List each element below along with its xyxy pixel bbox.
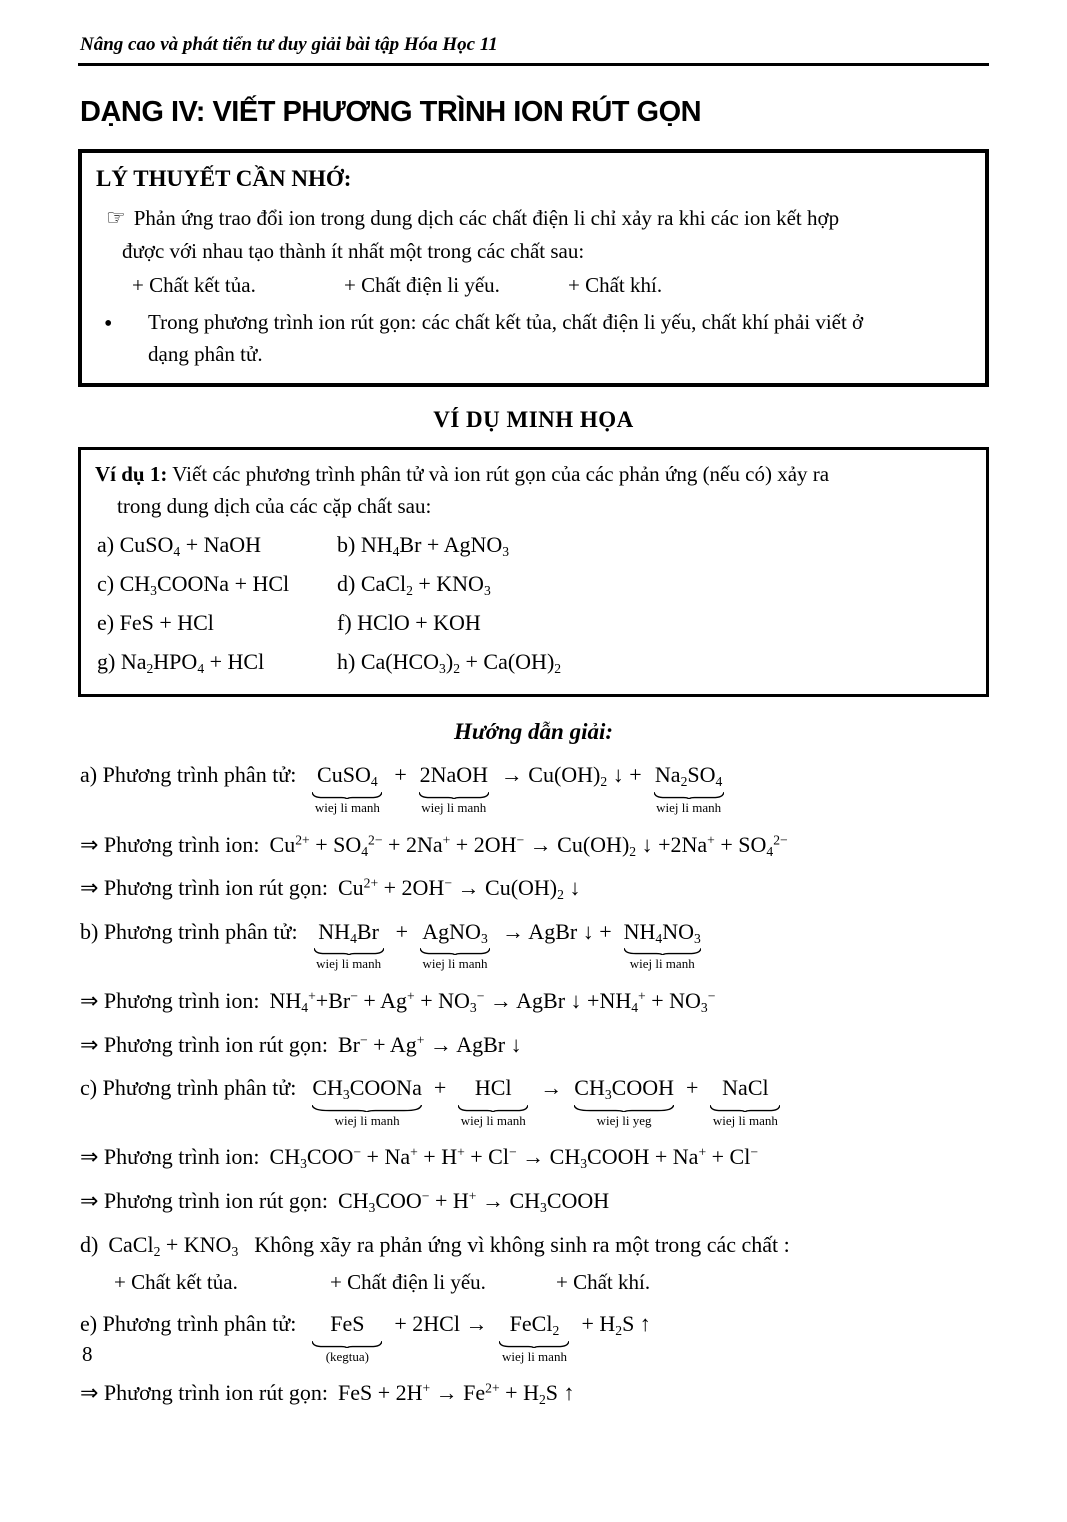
braced-term bbox=[419, 761, 489, 815]
braced-term bbox=[314, 918, 384, 972]
equation bbox=[270, 987, 722, 1016]
example-pair-item: d) CaCl$_2$ + $KNO_3$ bbox=[337, 571, 491, 599]
page-title: DẠNG IV: VIẾT PHƯƠNG TRÌNH ION RÚT GỌN bbox=[80, 96, 702, 128]
equation-token: → bbox=[540, 1075, 563, 1101]
solution-line-label: ⇒ Phương trình ion rút gọn: bbox=[80, 1031, 328, 1057]
example-pair-item: e) FeS + HCl bbox=[97, 610, 214, 636]
underbrace-icon bbox=[574, 1105, 674, 1112]
solution-line-label: ⇒ Phương trình ion rút gọn: bbox=[80, 1187, 328, 1213]
equation-token: FeS + $2H^+ \to Fe^{2+} + H_2S$ ↑ bbox=[337, 1380, 575, 1408]
formula: CuSO$_4$ bbox=[317, 762, 378, 790]
equation bbox=[306, 761, 729, 815]
equation-token: + bbox=[433, 1075, 447, 1101]
theory-point-1 bbox=[96, 201, 971, 268]
underbrace-label: wiej li manh bbox=[501, 1348, 567, 1364]
theory-box bbox=[78, 149, 989, 387]
example-pair-item: c) $CH_3COONa$ + HCl bbox=[97, 571, 290, 599]
theory-option-weak-electrolyte: + Chất điện li yếu. bbox=[344, 273, 500, 298]
header-rule bbox=[78, 63, 989, 66]
solution-line-label: ⇒ Phương trình ion rút gọn: bbox=[80, 1380, 328, 1406]
solution-option: + Chất điện li yếu. bbox=[330, 1270, 486, 1295]
underbrace-label: wiej li manh bbox=[460, 1112, 526, 1128]
braced-term bbox=[710, 1074, 780, 1128]
solution-line bbox=[80, 1143, 989, 1172]
braced-term bbox=[312, 1074, 421, 1128]
underbrace-label: wiej li manh bbox=[421, 799, 487, 815]
braced-term bbox=[458, 1074, 528, 1128]
example-intro bbox=[95, 458, 972, 523]
example-pair-item: b) $NH_4Br$ + AgNO$_3$ bbox=[337, 532, 510, 560]
braced-term bbox=[499, 1310, 569, 1364]
equation-token: $CH_3COO^- + Na^+ + H^+ + Cl^-$ → $CH_3COOH + Na^+ + Cl^-$ bbox=[269, 1144, 759, 1172]
theory-option-gas: + Chất khí. bbox=[568, 273, 663, 298]
solution-line-text: Không xãy ra phản ứng vì không sinh ra một trong các chất : bbox=[254, 1231, 790, 1257]
equation bbox=[338, 1031, 528, 1060]
example-pair-item: a) CuSO$_4$ + NaOH bbox=[97, 532, 262, 560]
example-pair-item: f) HClO + KOH bbox=[337, 610, 481, 636]
solution-line bbox=[80, 1187, 989, 1216]
equation-token: $Cu^{2+} + 2OH^- \to Cu(OH)_2$ ↓ bbox=[337, 875, 581, 903]
example-box bbox=[78, 447, 989, 697]
equation-token: $NH_4^++Br^- + Ag^+ + NO_3^-$ → AgBr ↓ $+NH_4^+ + NO_3^-$ bbox=[269, 987, 716, 1016]
solution-line-label: c) Phương trình phân tử: bbox=[80, 1075, 297, 1101]
example-pair-item: h) $Ca(HCO_3)_2 + Ca(OH)_2$ bbox=[337, 649, 562, 677]
underbrace-icon bbox=[458, 1105, 528, 1112]
equation-token: + bbox=[394, 762, 407, 788]
solution-line bbox=[80, 1379, 989, 1408]
example-pair-row bbox=[97, 645, 972, 679]
page-number: 8 bbox=[82, 1342, 93, 1366]
formula: $Na_2SO_4$ bbox=[654, 762, 723, 790]
theory-point-2 bbox=[96, 306, 971, 371]
equation bbox=[270, 831, 794, 860]
underbrace-label: wiej li manh bbox=[314, 799, 380, 815]
example-pair-item: g) $Na_2HPO_4$ + HCl bbox=[97, 649, 265, 677]
underbrace-icon bbox=[312, 1105, 421, 1112]
solution-options-row bbox=[114, 1270, 989, 1295]
solution-option: + Chất kết tủa. bbox=[114, 1270, 238, 1295]
equation-token: CaCl$_2$ + $KNO_3$ bbox=[108, 1231, 239, 1259]
formula: AgNO$_3$ bbox=[422, 918, 488, 946]
underbrace-label: wiej li manh bbox=[656, 799, 722, 815]
equation-token: + bbox=[685, 1075, 699, 1101]
braced-term bbox=[312, 1310, 382, 1364]
example-label: Ví dụ 1: bbox=[95, 461, 168, 486]
underbrace-icon bbox=[312, 792, 382, 799]
solution-line bbox=[80, 1074, 989, 1128]
solution-line-label: d) bbox=[80, 1231, 99, 1257]
running-header: Nâng cao và phát tiển tư duy giải bài tập Hóa Học 11 bbox=[80, 34, 498, 55]
underbrace-icon bbox=[419, 792, 489, 799]
theory-point-2-body bbox=[148, 306, 971, 371]
equation-token: $CH_3COO^- + H^+$ → $CH_3COOH$ bbox=[337, 1187, 610, 1215]
formula: FeCl$_2$ bbox=[509, 1311, 560, 1339]
formula: NaCl bbox=[722, 1075, 769, 1101]
equation-token: Br− + Ag+ → AgBr ↓ bbox=[337, 1031, 522, 1057]
underbrace-label: wiej li manh bbox=[712, 1112, 778, 1128]
theory-point-2-line-2: dạng phân tử. bbox=[148, 342, 263, 367]
equation-token: → AgBr ↓ + bbox=[502, 918, 612, 944]
solution-line bbox=[80, 874, 989, 903]
braced-term bbox=[420, 918, 490, 972]
underbrace-label: wiej li yeg bbox=[596, 1112, 652, 1128]
underbrace-icon bbox=[312, 1341, 382, 1348]
solution-heading: Hướng dẫn giải: bbox=[453, 719, 614, 745]
solution-line bbox=[80, 831, 989, 860]
theory-option-precipitate: + Chất kết tủa. bbox=[132, 273, 256, 298]
example-pair-row bbox=[97, 606, 972, 640]
underbrace-icon bbox=[624, 948, 701, 955]
underbrace-label: wiej li manh bbox=[334, 1112, 400, 1128]
theory-heading: LÝ THUYẾT CẦN NHỚ: bbox=[96, 166, 352, 191]
underbrace-icon bbox=[314, 948, 384, 955]
theory-point-1-line-1: Phản ứng trao đổi ion trong dung dịch các chất điện li chỉ xảy ra khi các ion kết hợp bbox=[133, 205, 840, 230]
braced-term bbox=[574, 1074, 674, 1128]
formula: 2NaOH bbox=[419, 762, 488, 788]
solution-line-label: b) Phương trình phân tử: bbox=[80, 918, 298, 944]
formula: FeS bbox=[330, 1311, 365, 1337]
solution-line bbox=[80, 918, 989, 972]
underbrace-label: wiej li manh bbox=[629, 956, 695, 972]
underbrace-label: wiej li manh bbox=[316, 956, 382, 972]
example-intro-line-1: Viết các phương trình phân tử và ion rút gọn của các phản ứng (nếu có) xảy ra bbox=[172, 461, 830, 486]
equation bbox=[308, 918, 707, 972]
solution-line-label: a) Phương trình phân tử: bbox=[80, 762, 297, 788]
solution-line-label: ⇒ Phương trình ion: bbox=[80, 831, 260, 857]
solution-line-label: ⇒ Phương trình ion: bbox=[80, 987, 260, 1013]
equation-token: → $Cu(OH)_2$ ↓ + bbox=[500, 762, 642, 790]
underbrace-icon bbox=[420, 948, 490, 955]
braced-term bbox=[312, 761, 382, 815]
theory-point-2-line-1: Trong phương trình ion rút gọn: các chất kết tủa, chất điện li yếu, chất khí phải viết ở bbox=[148, 309, 864, 334]
equation bbox=[108, 1231, 244, 1260]
equation bbox=[338, 1379, 581, 1408]
examples-heading: VÍ DỤ MINH HỌA bbox=[433, 406, 634, 432]
underbrace-label: (kegtua) bbox=[325, 1348, 370, 1364]
equation bbox=[306, 1310, 656, 1364]
example-pairs bbox=[97, 528, 972, 679]
equation-token: + 2HCl → bbox=[394, 1311, 488, 1337]
solution-line-label: e) Phương trình phân tử: bbox=[80, 1311, 297, 1337]
underbrace-label: wiej li manh bbox=[422, 956, 488, 972]
solution-line bbox=[80, 987, 989, 1016]
theory-options bbox=[132, 269, 971, 302]
formula: $CH_3COONa$ bbox=[312, 1075, 422, 1103]
formula: $NH_4NO_3$ bbox=[623, 918, 701, 946]
bullet-icon: • bbox=[104, 310, 113, 337]
solution-line bbox=[80, 1031, 989, 1060]
solution-line bbox=[80, 1231, 989, 1260]
formula: $NH_4Br$ bbox=[318, 918, 379, 946]
solution-line-label: ⇒ Phương trình ion: bbox=[80, 1144, 260, 1170]
equation-token: + $H_2S$ ↑ bbox=[581, 1311, 651, 1339]
underbrace-icon bbox=[710, 1105, 780, 1112]
equation-token: + bbox=[395, 918, 409, 944]
solution-option: + Chất khí. bbox=[556, 1270, 651, 1295]
solution-lines bbox=[78, 761, 989, 1408]
solution-line-label: ⇒ Phương trình ion rút gọn: bbox=[80, 875, 328, 901]
braced-term bbox=[654, 761, 724, 815]
example-pair-row bbox=[97, 528, 972, 562]
solution-line bbox=[80, 761, 989, 815]
equation-token: $Cu^{2+} + SO_4^{2-} + 2Na^+ + 2OH^- \to Cu(OH)_2$ ↓ $+2Na^+ + SO_4^{2-}$ bbox=[269, 831, 788, 859]
underbrace-icon bbox=[499, 1341, 569, 1348]
braced-term bbox=[624, 918, 701, 972]
example-pair-row bbox=[97, 567, 972, 601]
equation bbox=[306, 1074, 786, 1128]
formula: $CH_3COOH$ bbox=[574, 1075, 674, 1103]
pointing-hand-icon: ☞ bbox=[106, 204, 126, 230]
example-intro-line-2: trong dung dịch của các cặp chất sau: bbox=[117, 494, 432, 519]
equation bbox=[338, 874, 586, 903]
formula: HCl bbox=[474, 1075, 512, 1101]
equation bbox=[338, 1187, 615, 1216]
equation bbox=[270, 1143, 765, 1172]
underbrace-icon bbox=[654, 792, 724, 799]
solution-line bbox=[80, 1310, 989, 1364]
theory-point-1-line-2: được với nhau tạo thành ít nhất một trong các chất sau: bbox=[122, 238, 585, 263]
